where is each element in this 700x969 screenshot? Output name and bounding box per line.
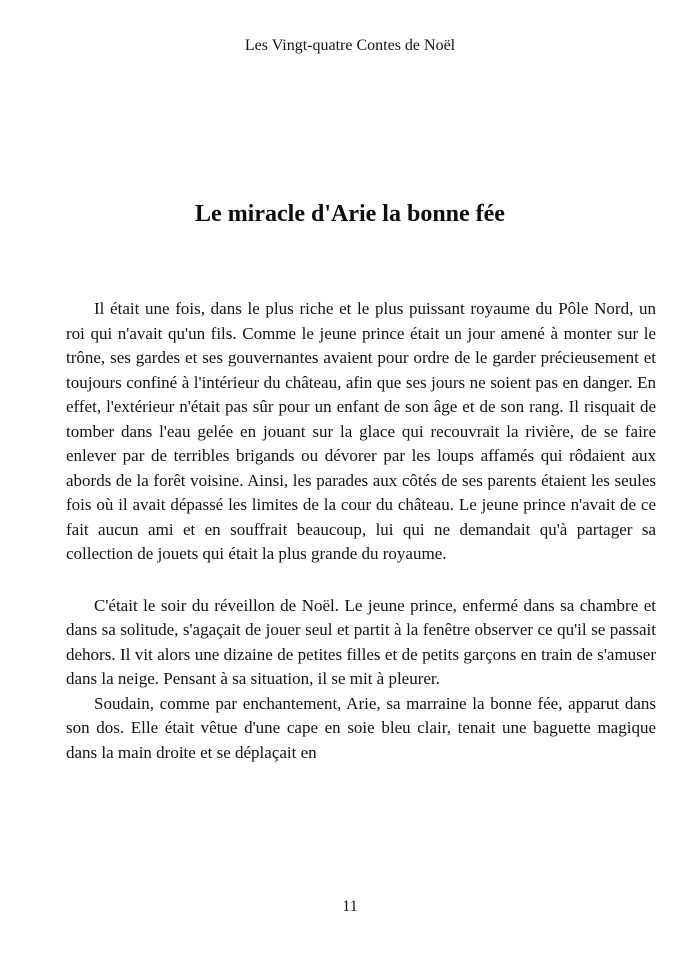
paragraph-1: Il était une fois, dans le plus riche et le plus puissant royaume du Pôle Nord, un roi qui n'avait qu'un fils. Comme le jeune prince était un jour amené à monter sur le trône, ses gardes et ses gouvernantes avaient pour ordre de le garder précieusement et toujours confiné à l'intérieur du château, afin que ses jours ne soient pas en danger. En effet, l'extérieur n'était pas sûr pour un enfant de son âge et de son rang. Il risquait de tomber dans l'eau gelée en jouant sur la glace qui recouvrait la rivière, de se faire enlever par de terribles brigands ou dévorer par les loups affamés qui rôdaient aux abords de la forêt voisine. Ainsi, les parades aux côtés de ses parents étaient les seules fois où il avait dépassé les limites de la cour du château. Le jeune prince n'avait de ce fait aucun ami et en souffrait beaucoup, lui qui ne demandait qu'à partager sa collection de jouets qui était la plus grande du royaume.	[66, 299, 656, 563]
paragraph-2: C'était le soir du réveillon de Noël. Le jeune prince, enfermé dans sa chambre et dans sa solitude, s'agaçait de jouer seul et partit à la fenêtre observer ce qu'il se passait dehors. Il vit alors une dizaine de petites filles et de petits garçons en train de s'amuser dans la neige. Pensant à sa situation, il se mit à pleurer.	[66, 595, 656, 688]
paragraph-3: Soudain, comme par enchantement, Arie, sa marraine la bonne fée, apparut dans son dos. Elle était vêtue d'une cape en soie bleu clair, tenait une baguette magique dans la main droite et se déplaçait en	[66, 693, 656, 762]
body-text	[66, 297, 656, 765]
page-number: 11	[342, 898, 358, 915]
running-header: Les Vingt-quatre Contes de Noël	[244, 37, 456, 54]
chapter-title: Le miracle d'Arie la bonne fée	[195, 201, 505, 227]
